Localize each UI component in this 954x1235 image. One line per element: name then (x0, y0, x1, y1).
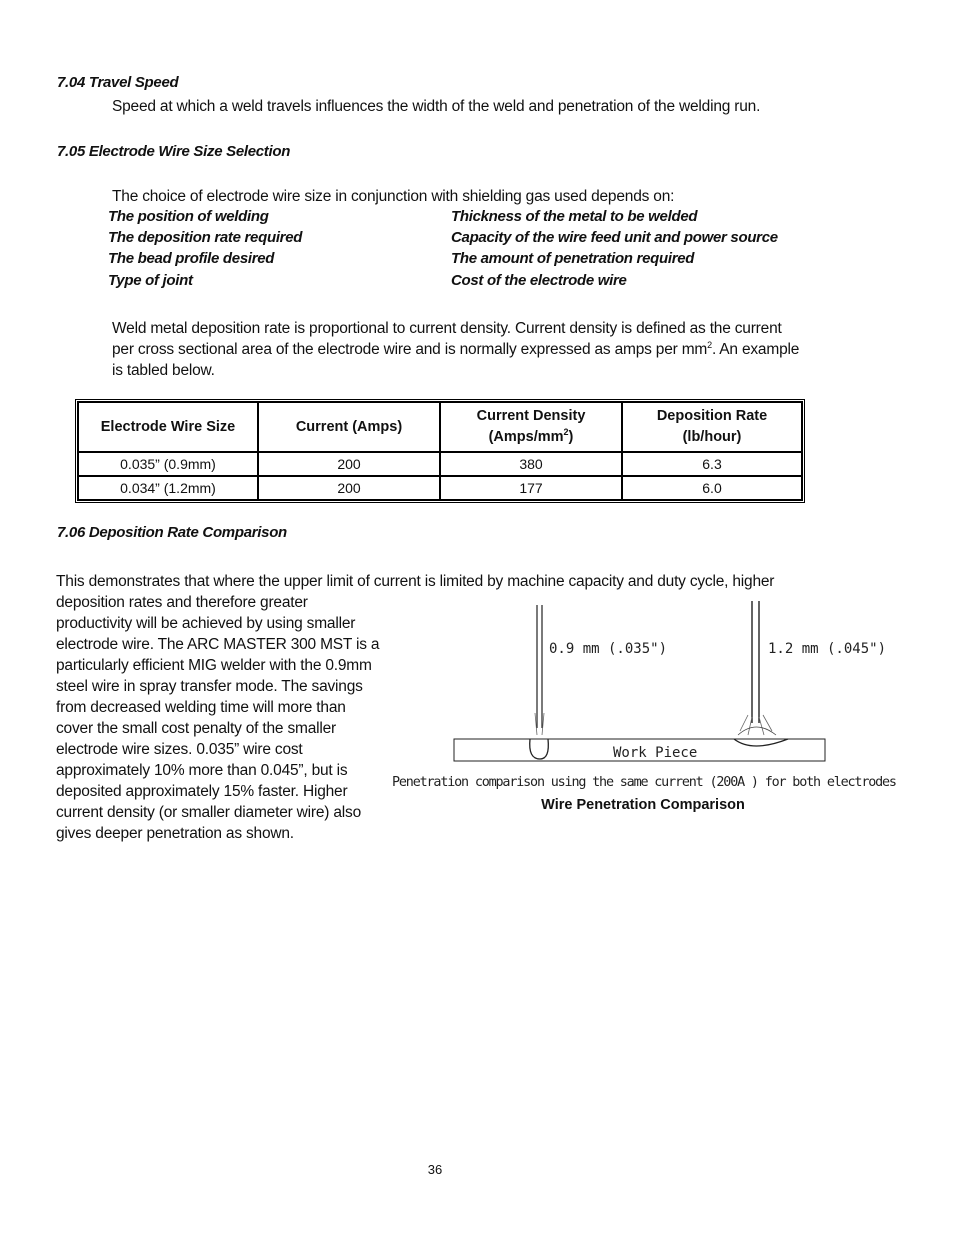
large-wire-label: 1.2 mm (.045") (768, 641, 887, 657)
large-wire-electrode (738, 601, 776, 735)
criteria-item: Type of joint (108, 272, 193, 289)
criteria-item: Cost of the electrode wire (451, 272, 627, 289)
table-cell: 0.034” (1.2mm) (78, 476, 258, 500)
deposition-rate-table (75, 399, 805, 503)
small-wire-penetration (530, 739, 549, 759)
comparison-line: cover the small cost penalty of the smaller (56, 720, 336, 737)
comparison-line: deposition rates and therefore greater (56, 594, 308, 611)
table-header: Current (Amps) (258, 402, 440, 452)
header-line: Deposition Rate (656, 408, 768, 424)
density-line: Weld metal deposition rate is proportional to current density. Current density is defined as the current (112, 320, 782, 337)
comparison-line: current density (or smaller diameter wire) also (56, 804, 362, 821)
criteria-item: The position of welding (108, 208, 269, 225)
wire-penetration-diagram (388, 595, 908, 825)
page-number: 36 (427, 1162, 443, 1177)
header-line: ) (568, 429, 574, 445)
penetration-note: Penetration comparison using the same current (200A ) for both electrodes (392, 775, 897, 790)
criteria-item: The deposition rate required (108, 229, 303, 246)
current-density-paragraph (112, 318, 832, 381)
section-heading-comparison: 7.06 Deposition Rate Comparison (57, 524, 287, 541)
table-cell: 200 (258, 476, 440, 500)
table-cell: 177 (440, 476, 622, 500)
header-line: Current Density (476, 408, 586, 424)
table-cell: 0.035” (0.9mm) (78, 452, 258, 476)
small-wire-label: 0.9 mm (.035") (549, 641, 668, 657)
table-cell: 380 (440, 452, 622, 476)
table-cell: 6.3 (622, 452, 802, 476)
comparison-line: from decreased welding time will more than (56, 699, 346, 716)
table-cell: 200 (258, 452, 440, 476)
density-text: per cross sectional area of the electrode wire and is normally expressed as amps per mm (112, 341, 708, 358)
comparison-line: steel wire in spray transfer mode. The savings (56, 678, 363, 695)
table-header (440, 402, 622, 452)
criteria-item: The amount of penetration required (451, 250, 695, 267)
table-header (622, 402, 802, 452)
header-superscript: 2 (563, 427, 569, 438)
density-text: . An example (711, 341, 800, 358)
table-row (78, 476, 802, 500)
section-heading-wire-size: 7.05 Electrode Wire Size Selection (57, 143, 291, 160)
work-piece-label: Work Piece (613, 745, 698, 761)
density-line: is tabled below. (112, 362, 215, 379)
comparison-line: electrode wire. The ARC MASTER 300 MST is a (56, 636, 380, 653)
figure-caption: Wire Penetration Comparison (541, 797, 745, 813)
comparison-full-line: This demonstrates that where the upper limit of current is limited by machine capacity and duty cycle, higher (56, 573, 775, 590)
criteria-item: Thickness of the metal to be welded (451, 208, 698, 225)
travel-speed-text: Speed at which a weld travels influences the width of the weld and penetration of the welding run. (112, 98, 761, 115)
header-line: (lb/hour) (682, 429, 742, 445)
density-line (112, 339, 832, 360)
table-header: Electrode Wire Size (78, 402, 258, 452)
comparison-line: electrode wire sizes. 0.035” wire cost (56, 741, 303, 758)
table-header-row (78, 402, 802, 452)
criteria-item: The bead profile desired (108, 250, 275, 267)
comparison-paragraph (56, 592, 386, 844)
table-row (78, 452, 802, 476)
comparison-line: gives deeper penetration as shown. (56, 825, 294, 842)
comparison-line: particularly efficient MIG welder with the 0.9mm (56, 657, 372, 674)
small-wire-electrode (535, 605, 544, 735)
comparison-line: approximately 10% more than 0.045”, but is (56, 762, 348, 779)
large-wire-penetration (734, 739, 788, 746)
section-heading-travel-speed: 7.04 Travel Speed (57, 74, 179, 91)
header-line: (Amps/mm (488, 429, 564, 445)
comparison-line: deposited approximately 15% faster. Higher (56, 783, 348, 800)
wire-size-intro: The choice of electrode wire size in conjunction with shielding gas used depends on: (112, 188, 675, 205)
comparison-line: productivity will be achieved by using smaller (56, 615, 356, 632)
criteria-item: Capacity of the wire feed unit and power source (451, 229, 778, 246)
table-cell: 6.0 (622, 476, 802, 500)
density-superscript: 2 (707, 339, 712, 350)
